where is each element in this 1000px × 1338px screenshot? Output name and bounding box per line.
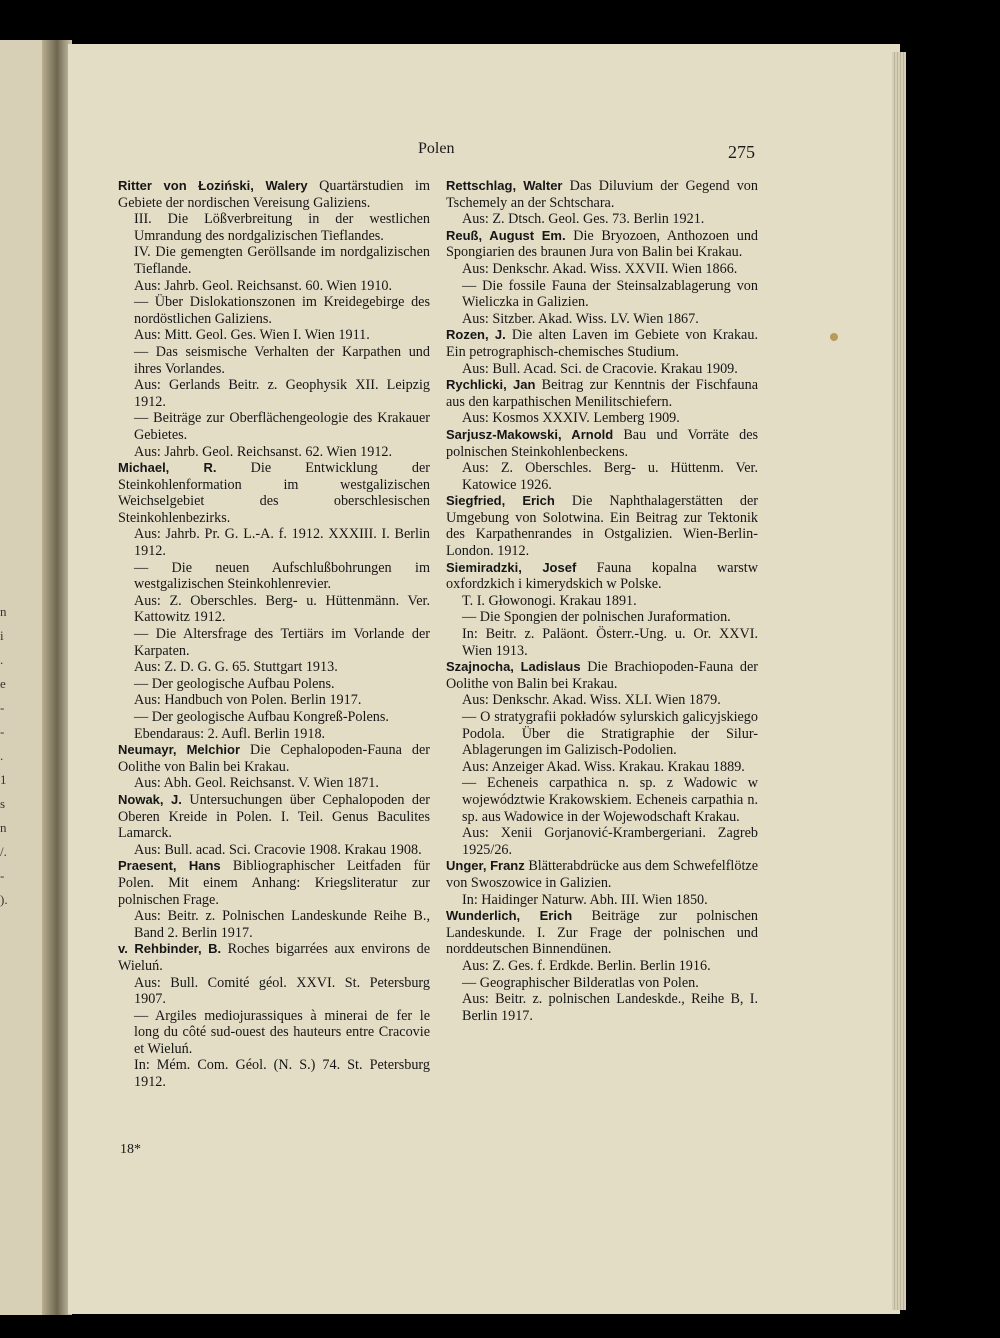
entry-text: Bau und Vorräte des polnischen Steinkohlenbeckens. (446, 426, 759, 460)
entry-title (446, 493, 758, 559)
bibliography-entry (118, 178, 430, 460)
entry-line: Aus: Z. D. G. G. 65. Stuttgart 1913. (134, 659, 338, 676)
entry-line: Aus: Z. Ges. f. Erdkde. Berlin. Berlin 1916. (462, 957, 711, 974)
entry-title (118, 792, 430, 842)
bibliography-entry (118, 742, 430, 792)
entry-title (446, 377, 758, 410)
entry-line: Aus: Jahrb. Geol. Reichsanst. 62. Wien 1912. (134, 443, 393, 460)
entry-line: In: Mém. Com. Géol. (N. S.) 74. St. Petersburg 1912. (134, 1057, 430, 1091)
entry-line: Aus: Bull. Comité géol. XXVI. St. Petersburg 1907. (134, 974, 430, 1008)
bibliography-entry (446, 493, 758, 559)
entry-line: — Die fossile Fauna der Steinsalzablagerung von Wieliczka in Galizien. (462, 277, 758, 311)
margin-mark: i (0, 628, 4, 643)
entry-author: Sarjusz-Makowski, Arnold (446, 426, 614, 442)
bibliography-entry (446, 908, 758, 1024)
entry-line: — Über Dislokationszonen im Kreidegebirge des nordöstlichen Galiziens. (134, 294, 430, 327)
bibliography-entry (446, 178, 758, 228)
entry-author: Michael, R. (118, 460, 217, 476)
margin-mark: e (0, 676, 6, 691)
margin-mark: n (0, 604, 7, 619)
entry-line: — Die Altersfrage des Tertiärs im Vorlande der Karpaten. (134, 626, 430, 659)
entry-line: In: Beitr. z. Paläont. Österr.-Ung. u. Or. XXVI. Wien 1913. (462, 626, 758, 659)
entry-line: III. Die Lößverbreitung in der westlichen Umrandung des nordgalizischen Tieflandes. (134, 211, 430, 244)
entry-text: Beiträge zur polnischen Landeskunde. I. Zur Frage der polnischen und norddeutschen Binnendünen. (446, 908, 758, 958)
entry-author: Rozen, J. (446, 327, 506, 343)
bibliography-entry (446, 377, 758, 427)
entry-title (446, 327, 758, 360)
entry-author: Siegfried, Erich (446, 493, 555, 509)
entry-author: Wunderlich, Erich (446, 908, 573, 924)
bibliography-entry (446, 659, 758, 858)
entry-line: Aus: Bull. acad. Sci. Cracovie 1908. Krakau 1908. (134, 841, 422, 858)
entry-line: Aus: Bull. Acad. Sci. de Cracovie. Krakau 1909. (462, 360, 738, 377)
entry-title (118, 941, 430, 974)
entry-title (446, 858, 758, 891)
entry-text: Blätterabdrücke aus dem Schwefelflötze von Swoszowice in Galizien. (446, 858, 758, 891)
page-number: 275 (728, 142, 755, 162)
bibliography-entry (446, 427, 758, 493)
entry-line: Aus: Denkschr. Akad. Wiss. XLI. Wien 1879. (462, 692, 721, 709)
entry-author: Nowak, J. (118, 791, 182, 807)
margin-mark: . (0, 748, 4, 763)
entry-line: Aus: Xenii Gorjanović-Krambergeriani. Zagreb 1925/26. (462, 825, 758, 858)
entry-text: Die Bryozoen, Anthozoen und Spongiarien des braunen Jura von Balin bei Krakau. (446, 227, 759, 261)
page-stack-edge (892, 52, 906, 1310)
margin-mark: - (0, 868, 5, 883)
bibliography-entry (118, 941, 430, 1090)
bibliography-entry (446, 327, 758, 377)
entry-title (446, 228, 758, 261)
entry-title (118, 178, 430, 211)
entry-line: — Das seismische Verhalten der Karpathen und ihres Vorlandes. (134, 343, 430, 377)
entry-title (118, 742, 430, 775)
entry-line: Aus: Sitzber. Akad. Wiss. LV. Wien 1867. (462, 310, 699, 327)
margin-mark: - (0, 700, 5, 715)
entry-text: Die Naphthalagerstätten der Umgebung von Solotwina. Ein Beitrag zur Tektonik des Karpathenrandes in Ostgalizien. Wien-Berlin-London. 1912. (446, 493, 758, 560)
entry-title (446, 560, 758, 593)
entry-line: Aus: Kosmos XXXIV. Lemberg 1909. (462, 410, 680, 427)
left-column (118, 178, 430, 1091)
entry-line: Aus: Z. Dtsch. Geol. Ges. 73. Berlin 1921. (462, 211, 705, 228)
right-column (446, 178, 758, 1024)
entry-line: T. I. Głowonogi. Krakau 1891. (462, 592, 637, 609)
entry-title (446, 908, 758, 958)
entry-line: — Die neuen Aufschlußbohrungen im westgalizischen Steinkohlenrevier. (134, 559, 430, 593)
entry-text: Die Brachiopoden-Fauna der Oolithe von Balin bei Krakau. (446, 659, 758, 692)
running-title: Polen (418, 140, 455, 157)
entry-text: Das Diluvium der Gegend von Tschemely an der Schtschara. (446, 178, 758, 211)
entry-text: Bibliographischer Leitfaden für Polen. Mit einem Anhang: Kriegsliteratur zur polnischen Frage. (118, 858, 430, 908)
entry-text: Beitrag zur Kenntnis der Fischfauna aus den karpathischen Menilitschiefern. (446, 377, 758, 410)
margin-mark: /. (0, 844, 7, 859)
margin-mark: n (0, 820, 7, 835)
entry-line: Ebendaraus: 2. Aufl. Berlin 1918. (134, 725, 326, 742)
margin-mark: s (0, 796, 6, 811)
bibliography-entry (446, 228, 758, 328)
bibliography-entry (446, 560, 758, 660)
entry-line: — Der geologische Aufbau Kongreß-Polens. (134, 709, 389, 725)
entry-text: Die Entwicklung der Steinkohlenformation im westgalizischen Weichselgebiet des oberschlesischen Steinkohlenbezirks. (118, 460, 431, 526)
entry-line: Aus: Anzeiger Akad. Wiss. Krakau. Krakau 1889. (462, 758, 745, 775)
margin-mark: - (0, 724, 5, 739)
entry-line: Aus: Beitr. z. polnischen Landeskde., Reihe B, I. Berlin 1917. (462, 991, 758, 1024)
entry-line: — Geographischer Bilderatlas von Polen. (462, 974, 699, 991)
entry-author: Szajnocha, Ladislaus (446, 659, 581, 675)
entry-line: Aus: Beitr. z. Polnischen Landeskunde Reihe B., Band 2. Berlin 1917. (134, 908, 430, 941)
entry-title (446, 659, 758, 692)
entry-text: Quartärstudien im Gebiete der nordischen Vereisung Galiziens. (118, 178, 430, 211)
left-margin-marks (0, 600, 14, 912)
margin-mark: ). (0, 892, 8, 907)
entry-text: Fauna kopalna warstw oxfordzkich i kimerydskich w Polske. (446, 559, 758, 593)
entry-author: Rettschlag, Walter (446, 178, 563, 193)
entry-title (118, 858, 430, 908)
entry-author: Praesent, Hans (118, 858, 221, 874)
bibliography-entry (446, 858, 758, 908)
entry-author: Reuß, August Em. (446, 227, 566, 243)
entry-title (446, 178, 758, 211)
entry-text: Die Cephalopoden-Fauna der Oolithe von Balin bei Krakau. (118, 742, 430, 775)
entry-text: Roches bigarrées aux environs de Wieluń. (118, 941, 431, 974)
entry-line: — Die Spongien der polnischen Juraformation. (462, 609, 731, 626)
bibliography-entry (118, 460, 430, 742)
entry-line: — Argiles mediojurassiques à minerai de fer le long du côté sud-ouest des hauteurs entre Cracovie et Wieluń. (134, 1007, 430, 1057)
entry-line: — Der geologische Aufbau Polens. (134, 675, 335, 692)
entry-line: Aus: Mitt. Geol. Ges. Wien I. Wien 1911. (134, 327, 370, 344)
entry-line: Aus: Z. Oberschles. Berg- u. Hüttenm. Ver. Katowice 1926. (462, 460, 758, 493)
entry-line: Aus: Denkschr. Akad. Wiss. XXVII. Wien 1866. (462, 260, 738, 277)
entry-line: Aus: Jahrb. Pr. G. L.-A. f. 1912. XXXIII. I. Berlin 1912. (134, 526, 430, 560)
entry-author: v. Rehbinder, B. (118, 941, 222, 957)
entry-title (118, 460, 430, 526)
entry-line: Aus: Abh. Geol. Reichsanst. V. Wien 1871. (134, 775, 379, 792)
entry-line: — Echeneis carpathica n. sp. z Wadowic w województwie Krakowskiem. Echeneis carpathia n. sp. aus Wadowice in der Wojewodschaft Krakau. (462, 775, 758, 825)
entry-text: Untersuchungen über Cephalopoden der Oberen Kreide in Polen. I. Teil. Genus Baculites Lamarck. (118, 791, 431, 842)
page-header (68, 140, 900, 164)
margin-mark: 1 (0, 772, 7, 787)
entry-line: Aus: Handbuch von Polen. Berlin 1917. (134, 692, 362, 709)
entry-author: Siemiradzki, Josef (446, 559, 577, 575)
paper-spot (830, 333, 838, 341)
entry-line: — O stratygrafii pokładów sylurskich galicyjskiego Podola. Über die Stratigraphie der Silur-Ablagerungen im Galizisch-Podolien. (462, 709, 758, 759)
entry-line: In: Haidinger Naturw. Abh. III. Wien 1850. (462, 891, 708, 908)
bibliography-entry (118, 858, 430, 941)
entry-line: — Beiträge zur Oberflächengeologie des Krakauer Gebietes. (134, 410, 430, 443)
entry-line: IV. Die gemengten Geröllsande im nordgalizischen Tieflande. (134, 244, 430, 277)
entry-line: Aus: Gerlands Beitr. z. Geophysik XII. Leipzig 1912. (134, 377, 430, 410)
entry-text: Die alten Laven im Gebiete von Krakau. Ein petrographisch-chemisches Studium. (446, 327, 758, 360)
entry-line: Aus: Z. Oberschles. Berg- u. Hüttenmänn. Ver. Kattowitz 1912. (134, 592, 430, 626)
margin-mark: . (0, 652, 4, 667)
bibliography-entry (118, 792, 430, 858)
entry-line: Aus: Jahrb. Geol. Reichsanst. 60. Wien 1910. (134, 277, 393, 294)
entry-title (446, 427, 758, 460)
entry-author: Rychlicki, Jan (446, 377, 536, 393)
printer-signature: 18* (120, 1142, 141, 1157)
entry-author: Unger, Franz (446, 858, 525, 874)
entry-author: Neumayr, Melchior (118, 742, 241, 758)
entry-author: Ritter von Łoziński, Walery (118, 178, 308, 193)
